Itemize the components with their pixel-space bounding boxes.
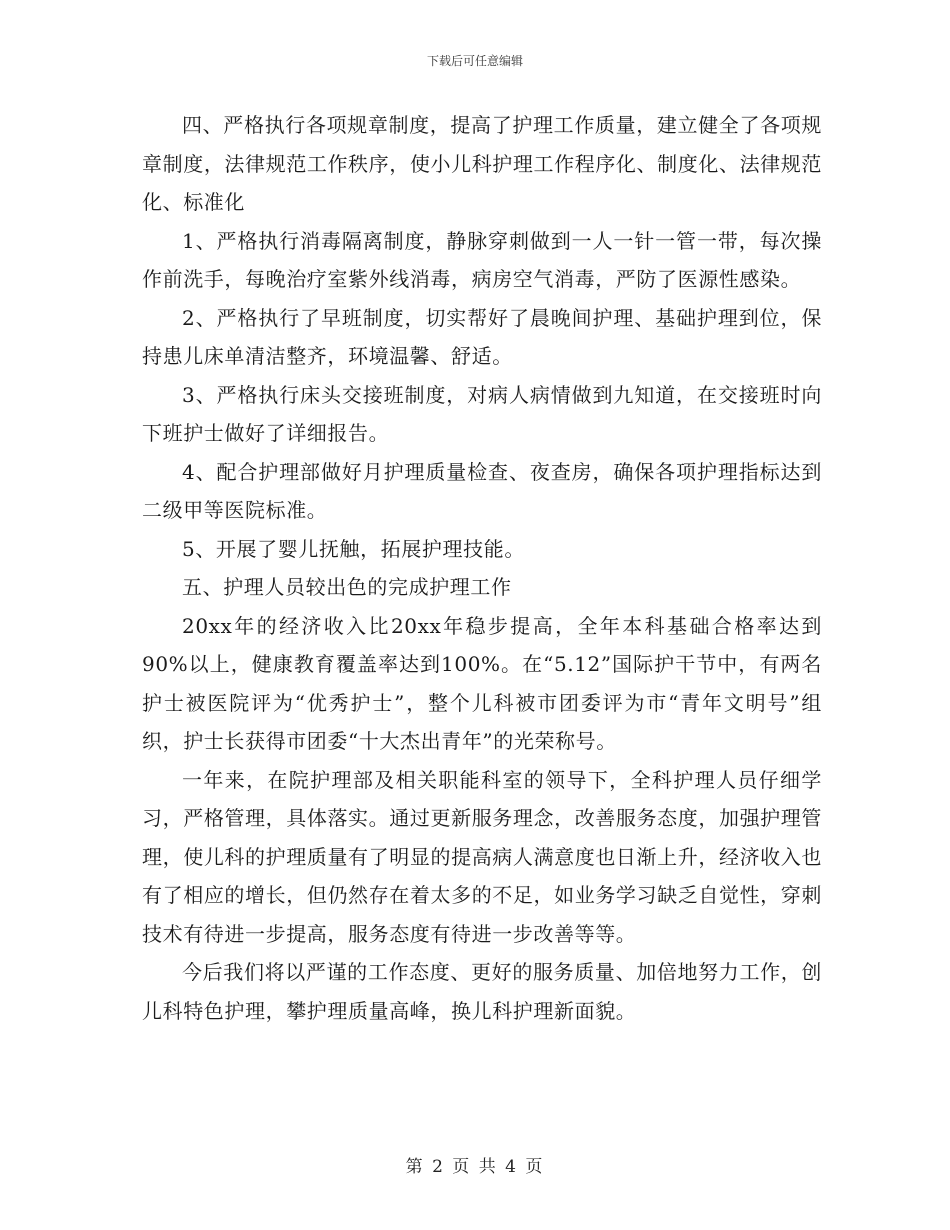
section-heading-4: 四、严格执行各项规章制度，提高了护理工作质量，建立健全了各项规章制度，法律规范工作秩序，使小儿科护理工作程序化、制度化、法律规范化、标准化 — [142, 113, 822, 214]
document-body — [142, 106, 822, 1030]
page-header: 下载后可任意编辑 — [426, 54, 523, 68]
list-item-5: 5、开展了婴儿抚触，拓展护理技能。 — [182, 536, 525, 561]
list-item-2: 2、严格执行了早班制度，切实帮好了晨晚间护理、基础护理到位，保持患儿床单清洁整齐，环境温馨、舒适。 — [142, 305, 822, 368]
body-paragraph-achievements: 20xx年的经济收入比20xx年稳步提高，全年本科基础合格率达到90%以上，健康教育覆盖率达到100%。在“5.12”国际护干节中，有两名护士被医院评为“优秀护士”，整个儿科被市团委评为市“青年文明号”组织，护士长获得市团委“十大杰出青年”的光荣称号。 — [142, 613, 822, 753]
list-item-4: 4、配合护理部做好月护理质量检查、夜查房，确保各项护理指标达到二级甲等医院标准。 — [142, 459, 822, 522]
section-heading-5: 五、护理人员较出色的完成护理工作 — [182, 575, 512, 599]
list-item-3: 3、严格执行床头交接班制度，对病人病情做到九知道，在交接班时向下班护士做好了详细报告。 — [142, 382, 822, 445]
body-paragraph-summary: 一年来，在院护理部及相关职能科室的领导下，全科护理人员仔细学习，严格管理，具体落实。通过更新服务理念，改善服务态度，加强护理管理，使儿科的护理质量有了明显的提高病人满意度也日渐上升，经济收入也有了相应的增长，但仍然存在着太多的不足，如业务学习缺乏自觉性，穿刺技术有待进一步提高，服务态度有待进一步改善等等。 — [142, 767, 822, 946]
list-item-1: 1、严格执行消毒隔离制度，静脉穿刺做到一人一针一管一带，每次操作前洗手，每晚治疗室紫外线消毒，病房空气消毒，严防了医源性感染。 — [142, 228, 822, 291]
page-number: 第 2 页 共 4 页 — [405, 1157, 545, 1177]
body-paragraph-outlook: 今后我们将以严谨的工作态度、更好的服务质量、加倍地努力工作，创儿科特色护理，攀护理质量高峰，换儿科护理新面貌。 — [142, 960, 822, 1023]
